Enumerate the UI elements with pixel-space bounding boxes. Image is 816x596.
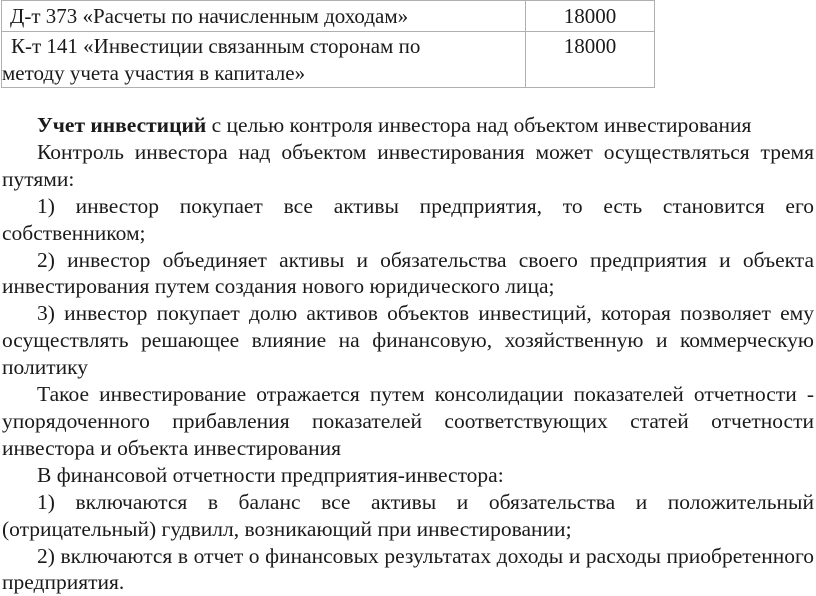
credit-account-line1: К-т 141 «Инвестиции связанным сторонам по: [2, 33, 525, 60]
paragraph-intro: Контроль инвестора над объектом инвестирования может осуществляться тремя путями:: [2, 139, 814, 193]
document-body: [2, 112, 814, 596]
paragraph-way-3: 3) инвестор покупает долю активов объектов инвестиций, которая позволяет ему осуществлять решающее влияние на финансовую, хозяйственную и коммерческую политику: [2, 300, 814, 381]
paragraph-consolidation: Такое инвестирование отражается путем консолидации показателей отчетности - упорядоченного прибавления показателей соответствующих статей отчетности инвестора и объекта инвестирования: [2, 381, 814, 462]
paragraph-income-statement: 2) включаются в отчет о финансовых результатах доходы и расходы приобретенного предприятия.: [2, 543, 814, 596]
paragraph-balance: 1) включаются в баланс все активы и обязательства и положительный (отрицательный) гудвилл, возникающий при инвестировании;: [2, 489, 814, 543]
paragraph-way-1: 1) инвестор покупает все активы предприятия, то есть становится его собственником;: [2, 193, 814, 247]
credit-account-line2: методу учета участия в капитале»: [2, 61, 305, 85]
credit-account: [2, 32, 526, 88]
credit-row: [2, 32, 655, 88]
debit-account: Д-т 373 «Расчеты по начисленным доходам»: [2, 1, 526, 32]
paragraph-investor-reporting: В финансовой отчетности предприятия-инвестора:: [2, 462, 814, 489]
debit-row: [2, 1, 655, 32]
section-heading-rest: с целью контроля инвестора над объектом инвестирования: [206, 113, 751, 137]
section-heading-bold: Учет инвестиций: [37, 113, 206, 137]
section-heading: [2, 112, 814, 139]
credit-amount: 18000: [526, 32, 655, 88]
paragraph-way-2: 2) инвестор объединяет активы и обязательства своего предприятия и объекта инвестирования путем создания нового юридического лица;: [2, 247, 814, 301]
journal-entry-table: [1, 0, 655, 88]
debit-amount: 18000: [526, 1, 655, 32]
